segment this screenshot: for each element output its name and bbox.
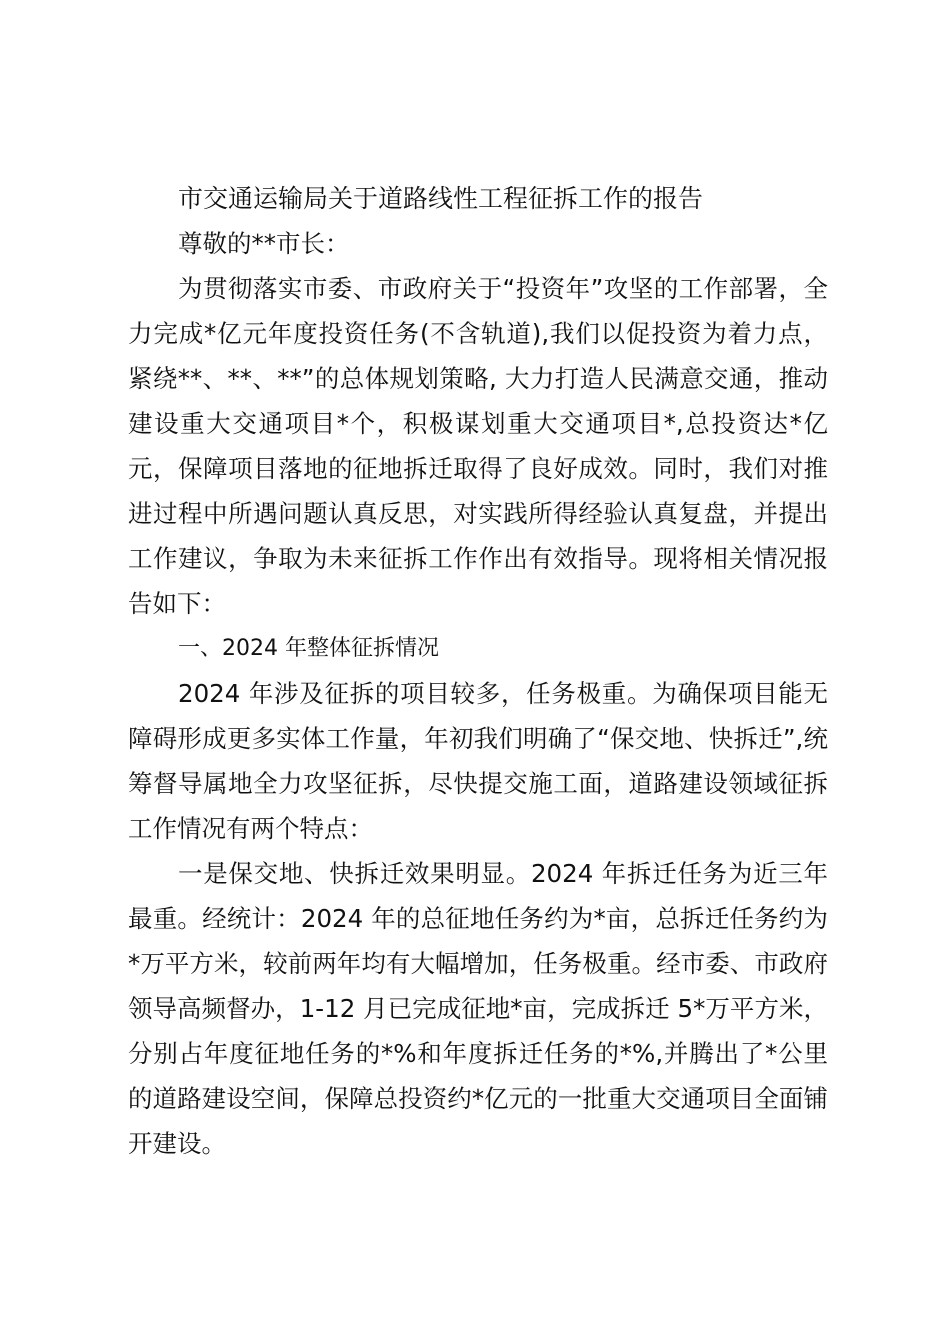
salutation: 尊敬的**市长： xyxy=(178,229,350,258)
document-title: 市交通运输局关于道路线性工程征拆工作的报告 xyxy=(178,184,704,213)
document-body xyxy=(128,176,828,1166)
section-paragraph: 2024 年涉及征拆的项目较多，任务极重。为确保项目能无障碍形成更多实体工作量，年初我们明确了“保交地、快拆迁”,统筹督导属地全力攻坚征拆，尽快提交施工面，道路建设领域征拆工作情况有两个特点： xyxy=(128,679,828,843)
intro-paragraph: 为贯彻落实市委、市政府关于“投资年”攻坚的工作部署，全力完成*亿元年度投资任务(不含轨道),我们以促投资为着力点，紧绕**、**、**”的总体规划策略, 大力打造人民满意交通，推动建设重大交通项目*个，积极谋划重大交通项目*,总投资达*亿元，保障项目落地的征地拆迁取得了良好成效。同时，我们对推进过程中所遇问题认真反思，对实践所得经验认真复盘，并提出工作建议，争取为未来征拆工作作出有效指导。现将相关情况报告如下： xyxy=(128,274,828,618)
section-paragraph: 一是保交地、快拆迁效果明显。2024 年拆迁任务为近三年最重。经统计：2024 年的总征地任务约为*亩，总拆迁任务约为*万平方米，较前两年均有大幅增加，任务极重。经市委、市政府领导高频督办，1-12 月已完成征地*亩，完成拆迁 5*万平方米，分别占年度征地任务的*%和年度拆迁任务的*%,并腾出了*公里的道路建设空间，保障总投资约*亿元的一批重大交通项目全面铺开建设。 xyxy=(128,859,828,1158)
section-heading: 一、2024 年整体征拆情况 xyxy=(178,636,439,661)
